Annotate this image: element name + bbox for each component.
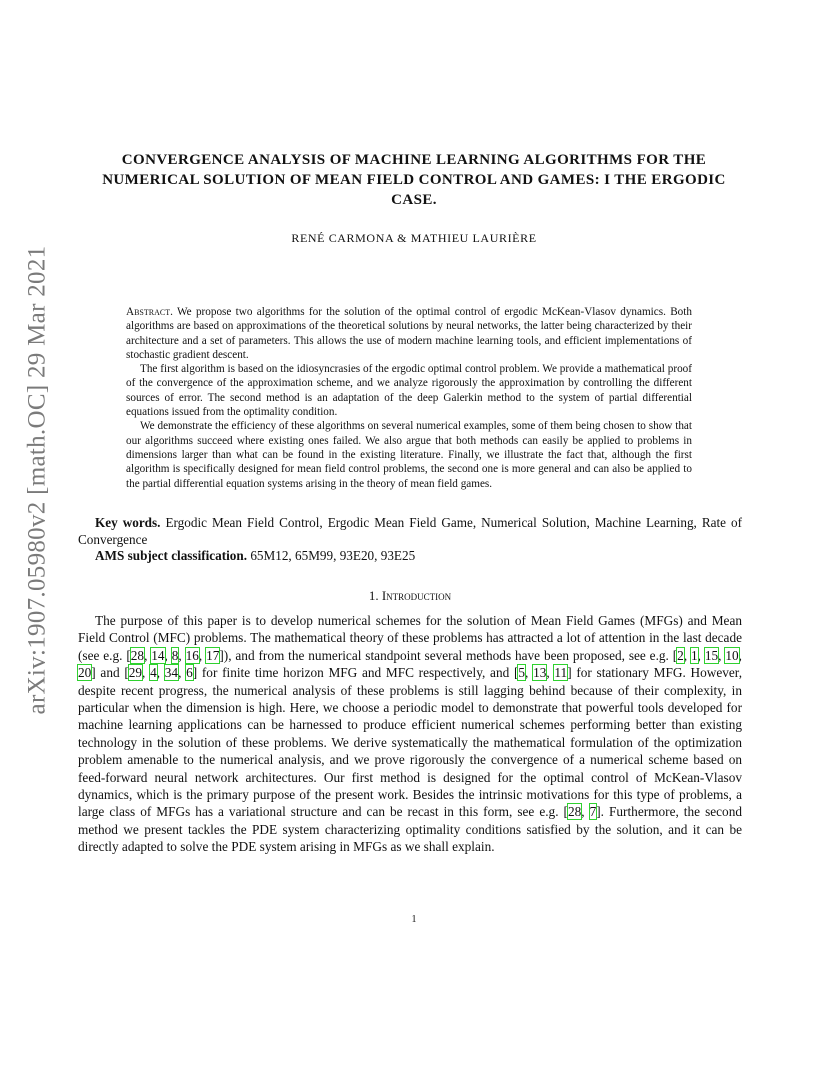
abstract-paragraph-1 bbox=[126, 305, 692, 362]
citation-link[interactable]: 6 bbox=[186, 665, 193, 681]
abstract-text-1: We propose two algorithms for the solution of the optimal control of ergodic McKean-Vlasov dynamics. Both algorithms are based on approximations of the theoretical solutions by neural networks, the latter being characterized by their architecture and a set of parameters. This allows the use of modern machine learning tools, and efficient implementations of stochastic gradient descent. bbox=[126, 306, 692, 361]
introduction-body bbox=[78, 612, 742, 856]
citation-link[interactable]: 16 bbox=[185, 647, 199, 663]
citation-link[interactable]: 28 bbox=[130, 647, 145, 663]
citation-link[interactable]: 1 bbox=[691, 647, 698, 663]
citation-link[interactable]: 2 bbox=[677, 647, 684, 663]
citation-link[interactable]: 14 bbox=[151, 647, 165, 663]
introduction-paragraph: The purpose of this paper is to develop numerical schemes for the solution of Mean Field Games (MFGs) and Mean Field Control (MFC) problems. The mathematical theory of these problems has attracted a lot of attention in the last decade (see e.g. [28, 14, 8, 16, 17]), and from the numerical standpoint several methods have been proposed, see e.g. [2, 1, 15, 10, 20] and [29, 4, 34, 6] for finite time horizon MFG and MFC respectively, and [5, 13, 11] for stationary MFG. However, despite recent progress, the numerical analysis of these problems is still lagging behind because of their complexity, in particular when the dimension is high. Here, we choose a periodic model to demonstrate that powerful tools developed for machine learning applications can be harnessed to produce efficient numerical schemes performing better than existing technology in the solution of these problems. We derive systematically the mathematical formulation of the optimization problem amenable to the numerical analysis, and we prove rigorously the convergence of a numerical scheme based on feed-forward neural network architectures. Our first method is designed for the optimal control of McKean-Vlasov dynamics, which is the primary purpose of the present work. Besides the intrinsic motivations for this type of problems, a large class of MFGs has a variational structure and can be recast in this form, see e.g. [28, 7]. Furthermore, the second method we present tackles the PDE system characterizing optimality conditions satisfied by the solution, and it can be directly adapted to solve the PDE system arising in MFGs as we shall explain. bbox=[78, 613, 743, 855]
citation-link[interactable]: 20 bbox=[78, 665, 92, 681]
ams-text: 65M12, 65M99, 93E20, 93E25 bbox=[250, 548, 416, 563]
keywords-text: Ergodic Mean Field Control, Ergodic Mean Field Game, Numerical Solution, Machine Learning, Rate of Convergence bbox=[78, 515, 743, 547]
citation-link[interactable]: 10 bbox=[725, 647, 739, 663]
paper-title: CONVERGENCE ANALYSIS OF MACHINE LEARNING ALGORITHMS FOR THE NUMERICAL SOLUTION OF MEAN FIELD CONTROL AND GAMES: I THE ERGODIC CASE. bbox=[102, 152, 726, 208]
ams-line bbox=[78, 548, 742, 565]
section-heading bbox=[78, 588, 742, 604]
citation-link[interactable]: 7 bbox=[589, 804, 597, 820]
citation-link[interactable]: 5 bbox=[518, 665, 526, 681]
citation-link[interactable]: 17 bbox=[206, 647, 220, 663]
ams-label: AMS subject classification. bbox=[95, 548, 248, 563]
page-number: 1 bbox=[411, 914, 417, 925]
section-title: Introduction bbox=[381, 588, 452, 603]
citation-link[interactable]: 4 bbox=[150, 665, 157, 681]
citation-link[interactable]: 11 bbox=[554, 665, 568, 681]
intro-text: ]), and from the numerical standpoint several methods have been proposed, see e.g. [ bbox=[219, 647, 678, 663]
abstract bbox=[126, 305, 692, 491]
citation-link[interactable]: 34 bbox=[164, 665, 179, 681]
citation-link[interactable]: 15 bbox=[704, 647, 719, 663]
abstract-label: Abstract. bbox=[126, 306, 173, 318]
keywords-label: Key words. bbox=[95, 515, 161, 530]
abstract-paragraph-2: The first algorithm is based on the idiosyncrasies of the ergodic optimal control problem. We provide a mathematical proof of the convergence of the approximation scheme, and we analyze rigorously the approximation by controlling the different sources of error. The second method is an adaptation of the deep Galerkin method to the system of partial differential equations issued from the optimality condition. bbox=[126, 363, 692, 419]
intro-text: ]. Furthermore, the second method we present tackles the PDE system characterizing optimality conditions satisfied by the solution, and it can be directly adapted to solve the PDE system arising in MFGs as we shall explain. bbox=[78, 804, 742, 855]
intro-text: ] for stationary MFG. However, despite recent progress, the numerical analysis of these problems is still lagging behind because of their complexity, in particular when the dimension is high. Here, we choose a periodic model to demonstrate that powerful tools developed for machine learning applications can be harnessed to produce efficient numerical schemes performing better than existing technology in the solution of these problems. We derive systematically the mathematical formulation of the optimization problem amenable to the numerical analysis, and we prove rigorously the convergence of a numerical scheme based on feed-forward neural network architectures. Our first method is designed for the optimal control of McKean-Vlasov dynamics, which is the primary purpose of the present work. Besides the intrinsic motivations for this type of problems, a large class of MFGs has a variational structure and can be recast in this form, see e.g. [ bbox=[78, 665, 743, 820]
abstract-paragraph-3: We demonstrate the efficiency of these algorithms on several numerical examples, some of them being chosen to show that our algorithms succeed where existing ones failed. We also argue that both methods can easily be applied to problems in dimensions larger than what can be found in the existing literature. Finally, we illustrate the fact that, although the first algorithm is specifically designed for mean field control problems, the second one is more general and can also be applied to the partial differential equation systems arising in the theory of mean field games. bbox=[126, 420, 692, 490]
intro-text: The purpose of this paper is to develop numerical schemes for the solution of Mean Field Games (MFGs) and Mean Field Control (MFC) problems. The mathematical theory of these problems has attracted a lot of attention in the last decade (see e.g. [ bbox=[78, 613, 742, 663]
citation-link[interactable]: 29 bbox=[128, 665, 143, 681]
paper-authors: RENÉ CARMONA & MATHIEU LAURIÈRE bbox=[291, 231, 537, 245]
arxiv-identifier: arXiv:1907.05980v2 [math.OC] 29 Mar 2021 bbox=[23, 245, 51, 715]
intro-text: ] and [ bbox=[91, 665, 129, 681]
section-number: 1. bbox=[368, 588, 379, 603]
intro-text: ] for finite time horizon MFG and MFC respectively, and [ bbox=[192, 665, 519, 681]
keywords-block bbox=[78, 515, 742, 565]
citation-link[interactable]: 13 bbox=[533, 665, 547, 681]
citation-link[interactable]: 28 bbox=[567, 804, 582, 820]
arxiv-side-stamp bbox=[8, 245, 66, 715]
citation-link[interactable]: 8 bbox=[171, 647, 179, 663]
keywords-line bbox=[78, 515, 742, 548]
